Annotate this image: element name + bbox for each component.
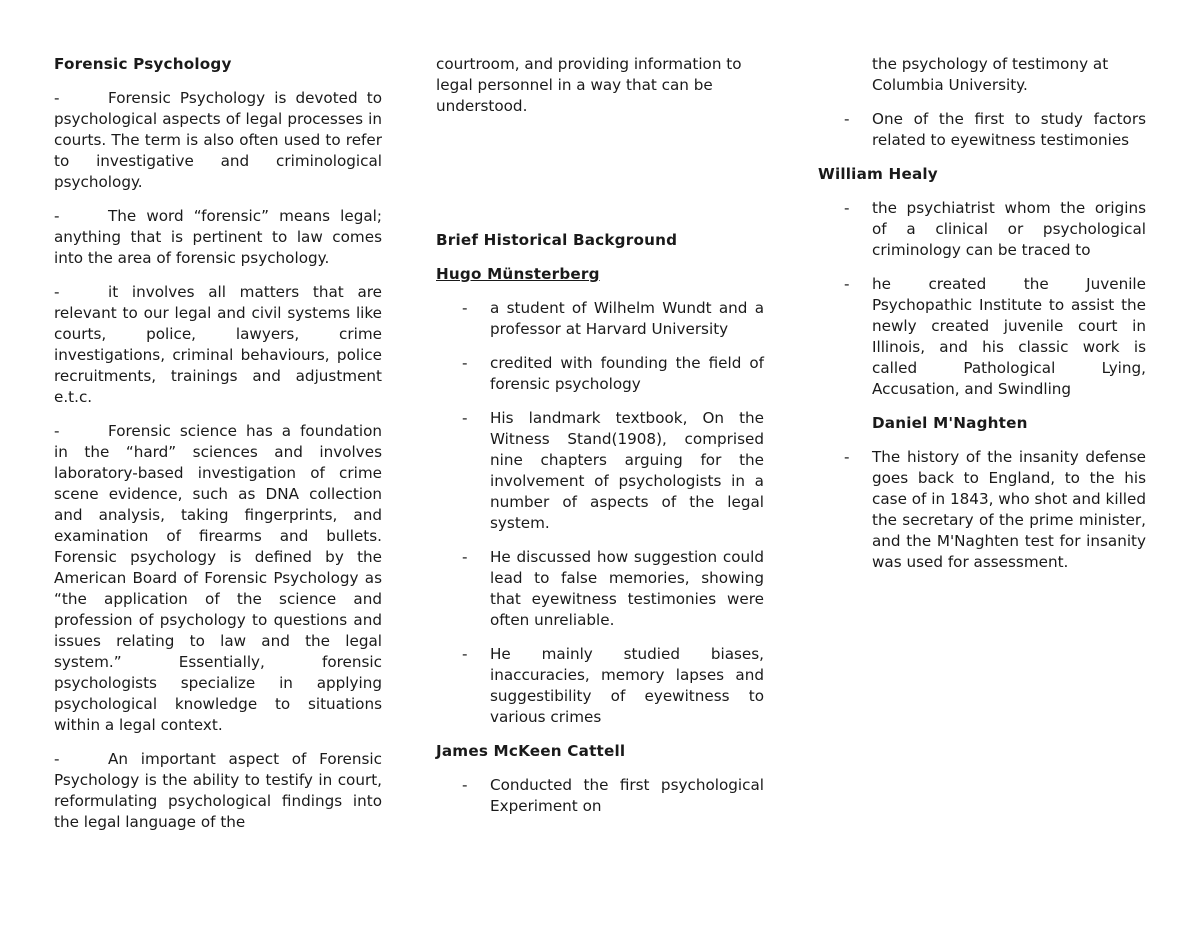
dash-marker: - — [844, 199, 850, 217]
paragraph-text: An important aspect of Forensic Psychology is the ability to testify in court, reformulating psychological findings into the legal language of the — [54, 750, 382, 831]
dash-marker: - — [462, 645, 468, 663]
list-item-text: the psychiatrist whom the origins of a clinical or psychological criminology can be traced to — [872, 199, 1146, 259]
paragraph-forensic-word — [54, 206, 382, 269]
column-3 — [818, 54, 1146, 586]
dash-marker: - — [462, 299, 468, 317]
list-item — [436, 775, 764, 817]
dash-marker: - — [844, 448, 850, 466]
paragraph-continuation: courtroom, and providing information to legal personnel in a way that can be understood. — [436, 55, 742, 115]
dash-marker: - — [54, 207, 60, 225]
list-item-text: he created the Juvenile Psychopathic Institute to assist the newly created juvenile court in Illinois, and his classic work is called Pathological Lying, Accusation, and Swindling — [872, 275, 1146, 398]
paragraph-text: The word “forensic” means legal; anything that is pertinent to law comes into the area of forensic psychology. — [54, 207, 382, 267]
james-mckeen-cattell-heading: James McKeen Cattell — [436, 742, 626, 760]
dash-marker: - — [462, 409, 468, 427]
list-item-text: His landmark textbook, On the Witness Stand(1908), comprised nine chapters arguing for the involvement of psychologists in a number of aspects of the legal system. — [490, 409, 764, 532]
list-item — [818, 274, 1146, 400]
list-item-text: One of the first to study factors related to eyewitness testimonies — [872, 110, 1146, 149]
column-1 — [54, 54, 382, 846]
brief-historical-background-heading: Brief Historical Background — [436, 231, 678, 249]
forensic-psychology-heading: Forensic Psychology — [54, 55, 232, 73]
dash-marker: - — [844, 110, 850, 128]
list-item-text: He mainly studied biases, inaccuracies, memory lapses and suggestibility of eyewitness to various crimes — [490, 645, 764, 726]
dash-marker: - — [54, 89, 60, 107]
list-item-text: The history of the insanity defense goes back to England, to the his case of in 1843, who shot and killed the secretary of the prime minister, and the M'Naghten test for insanity was used for assessment. — [872, 448, 1146, 571]
list-item — [818, 109, 1146, 151]
hugo-munsterberg-heading: Hugo Münsterberg — [436, 265, 600, 283]
paragraph-definition — [54, 88, 382, 193]
dash-marker: - — [844, 275, 850, 293]
paragraph-testify — [54, 749, 382, 833]
list-item — [436, 408, 764, 534]
dash-marker: - — [54, 283, 60, 301]
list-item — [436, 644, 764, 728]
daniel-mnaghten-heading: Daniel M'Naghten — [872, 414, 1028, 432]
list-item-text: a student of Wilhelm Wundt and a professor at Harvard University — [490, 299, 764, 338]
william-healy-heading: William Healy — [818, 165, 938, 183]
list-item-text: He discussed how suggestion could lead to false memories, showing that eyewitness testimonies were often unreliable. — [490, 548, 764, 629]
list-item — [436, 547, 764, 631]
list-item-text: Conducted the first psychological Experiment on — [490, 776, 764, 815]
dash-marker: - — [462, 548, 468, 566]
paragraph-text: Forensic Psychology is devoted to psychological aspects of legal processes in courts. The term is also often used to refer to investigative and criminological psychology. — [54, 89, 382, 191]
paragraph-text: it involves all matters that are relevant to our legal and civil systems like courts, police, lawyers, crime investigations, criminal behaviours, police recruitments, trainings and adjustment e.t.c. — [54, 283, 382, 406]
list-item — [818, 198, 1146, 261]
dash-marker: - — [462, 354, 468, 372]
paragraph-matters — [54, 282, 382, 408]
list-item — [818, 447, 1146, 573]
spacer — [436, 130, 764, 230]
dash-marker: - — [54, 750, 60, 768]
paragraph-forensic-science — [54, 421, 382, 736]
dash-marker: - — [462, 776, 468, 794]
list-item — [436, 298, 764, 340]
list-item — [436, 353, 764, 395]
paragraph-text: Forensic science has a foundation in the “hard” sciences and involves laboratory-based investigation of crime scene evidence, such as DNA collection and analysis, taking fingerprints, and examination of firearms and bullets. Forensic psychology is defined by the American Board of Forensic Psychology as “the application of the science and profession of psychology to questions and issues relating to law and the legal system.” Essentially, forensic psychologists specialize in applying psychological knowledge to situations within a legal context. — [54, 422, 382, 734]
list-item-continuation: the psychology of testimony at Columbia University. — [872, 55, 1109, 94]
column-2 — [436, 54, 764, 830]
dash-marker: - — [54, 422, 60, 440]
list-item-text: credited with founding the field of forensic psychology — [490, 354, 764, 393]
